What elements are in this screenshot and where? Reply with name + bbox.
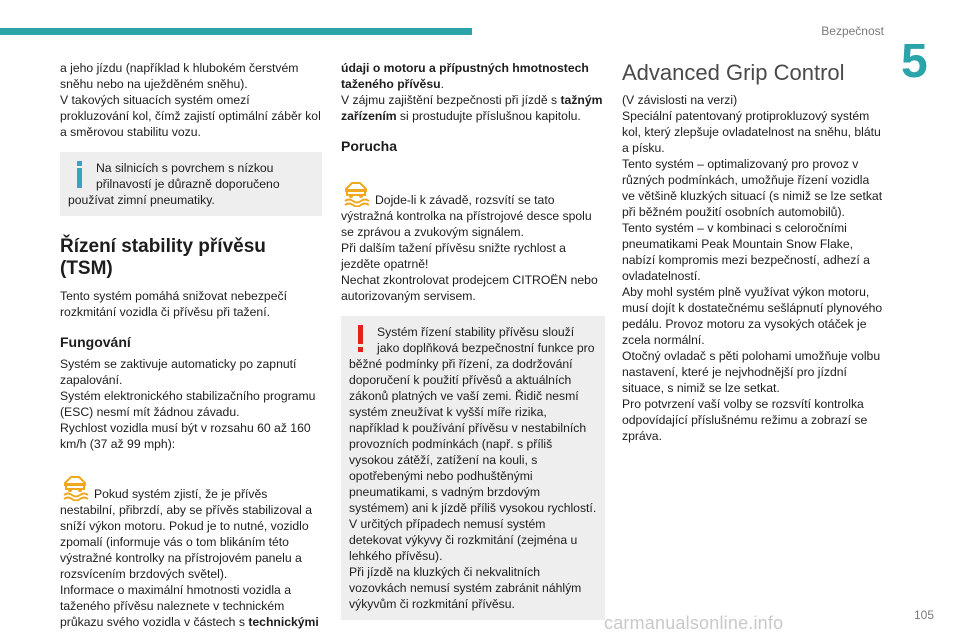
porucha-text: Dojde-li k závadě, rozsvítí se tato výstražná kontrolka na přístrojové desce spolu se zprávou a zvukovým signálem. Při dalším tažení přívěsu snižte rychlost a jezděte opatrně! Nechat zkontrolovat prodejcem CITROËN nebo autorizovaným servisem.	[341, 193, 598, 303]
tsm-lamp-text: Pokud systém zjistí, že je přívěs nestabilní, přibrzdí, aby se přívěs stabilizoval a sníží výkon motoru. Pokud je to nutné, vozidlo zpomalí (informuje vás o tom blikáním této výstražné kontrolky na přístrojovém panelu a rozsvícením brzdových světel).	[60, 487, 312, 581]
tsm-intro: Tento systém pomáhá snižovat nebezpečí rozkmitání vozidla či přívěsu při tažení.	[60, 289, 287, 319]
column-right	[622, 60, 884, 444]
trailer-stability-warning-icon	[60, 471, 90, 501]
warning-note	[341, 316, 605, 620]
tsm-heading: Řízení stability přívěsu (TSM)	[60, 236, 266, 279]
warning-exclamation-icon	[349, 324, 371, 354]
agc-text: (V závislosti na verzi) Speciální patentovaný protiprokluzový systém kol, který zlepšuje ovladatelnost na sněhu, blátu a písku. Tento systém – optimalizovaný pro provoz v různých podmínkách, umožňuje řízení vozidla ve většině kluzkých situací (s nimiž se lze setkat při běžném použití osobních automobilů). Tento systém – v kombinaci s celoročními pneumatikami Peak Mountain Snow Flake, nabízí kompromis mezi bezpečností, adhezí a ovladatelností. Aby mohl systém plně využívat výkon motoru, musí dojít k dostatečnému sešlápnutí plynového pedálu. Provoz motoru za vysokých otáček je zcela normální. Otočný ovladač s pěti polohami umožňuje volbu nastavení, které je nejvhodnější pro jízdní situace, s nimiž se lze setkat. Pro potvrzení vaší volby se rozsvítí kontrolka odpovídající příslušnému režimu a zobrazí se zpráva.	[622, 93, 883, 443]
fungovani-text: Systém se zaktivuje automaticky po zapnutí zapalování. Systém elektronického stabilizačního programu (ESC) nesmí mít žádnou závadu. Rychlost vozidla musí být v rozsahu 60 až 160 km/h (37 až 99 mph):	[60, 357, 316, 451]
weight-text-bold: technickými	[248, 615, 319, 629]
agc-heading: Advanced Grip Control	[622, 60, 845, 85]
column-left	[60, 60, 322, 630]
column-middle	[341, 60, 605, 620]
continuation-paragraph	[341, 60, 605, 92]
header-accent-bar	[0, 28, 472, 35]
safety-paragraph	[341, 92, 605, 124]
trailer-stability-warning-icon	[341, 177, 371, 207]
intro-paragraph: a jeho jízdu (například k hlubokém čerstvém sněhu nebo na uježděném sněhu). V takových situacích systém omezí prokluzování kol, čímž zajistí optimální záběr kol a směrovou stabilitu vozu.	[60, 61, 321, 139]
tsm-lamp-paragraph	[60, 454, 322, 582]
continuation-rest: .	[440, 77, 444, 91]
porucha-heading: Porucha	[341, 138, 398, 154]
safety-text-bold: tažným zařízením	[341, 93, 603, 123]
info-icon	[68, 160, 90, 190]
info-note	[60, 152, 322, 216]
chapter-number: 5	[901, 35, 928, 88]
continuation-bold: údaji o motoru a přípustných hmotnostech taženého přívěsu	[341, 61, 589, 91]
info-note-text: Na silnicích s povrchem s nízkou přilnavostí je důrazně doporučeno používat zimní pneumatiky.	[68, 161, 280, 207]
watermark: carmanualsonline.info	[604, 613, 784, 633]
weight-text: Informace o maximální hmotnosti vozidla a taženého přívěsu naleznete v technickém průkazu svého vozidla v částech s	[60, 583, 291, 629]
safety-text-end: si prostudujte příslušnou kapitolu.	[396, 109, 581, 123]
warning-note-text: Systém řízení stability přívěsu slouží jako doplňková bezpečnostní funkce pro běžné podmínky při řízení, za dodržování doporučení k použití přívěsů a aktuálních zákonů platných ve vaší zemi. Řidič nesmí systém zneužívat k vyšší míře rizika, například k používání přívěsu v nestabilních provozních podmínkách (např. s příliš vysokou zátěží, zatížení na kouli, s opotřebenými nebo podhuštěnými pneumatikami, s vadným brzdovým systémem) ani k jízdě příliš vysokou rychlostí. V určitých případech nemusí systém detekovat výkyvy či rozkmitání (zejména u lehkého přívěsu). Při jízdě na kluzkých či nekvalitních vozovkách nemusí systém zabránit náhlým výkyvům či rozkmitání přívěsu.	[349, 325, 597, 611]
page-number: 105	[913, 608, 934, 622]
porucha-paragraph	[341, 160, 605, 304]
section-title: Bezpečnost	[821, 24, 884, 38]
weight-paragraph	[60, 582, 322, 630]
fungovani-heading: Fungování	[60, 334, 131, 350]
safety-text-start: V zájmu zajištění bezpečnosti při jízdě s	[341, 93, 561, 107]
